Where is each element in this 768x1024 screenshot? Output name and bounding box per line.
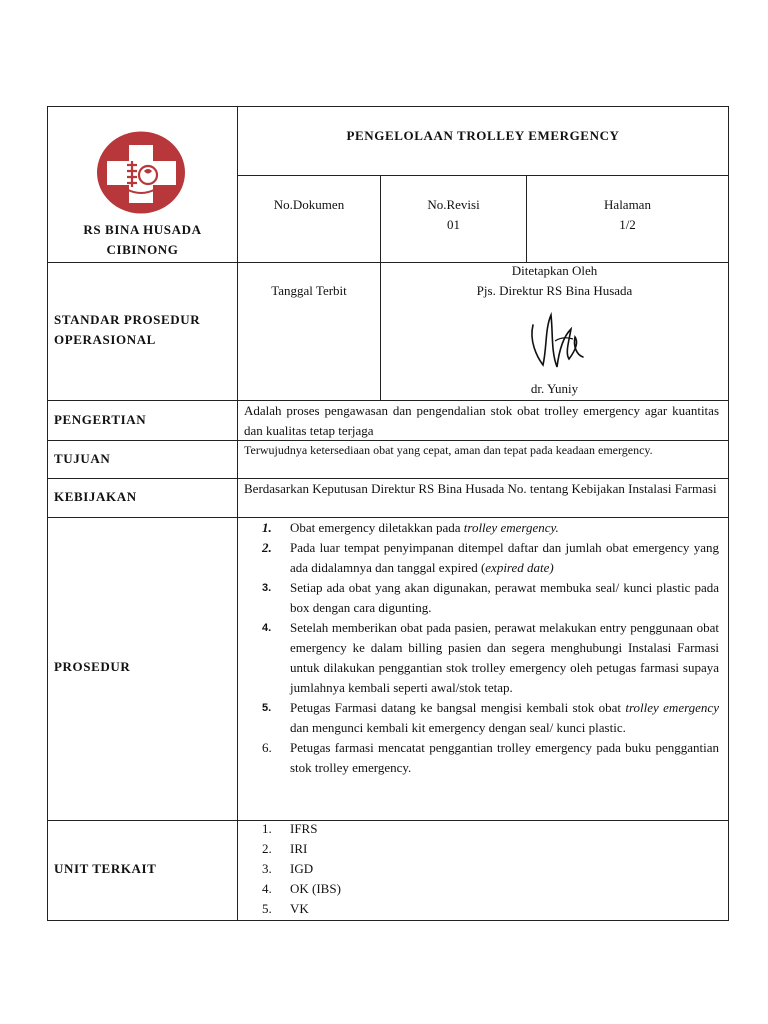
step-number: 2. bbox=[262, 540, 272, 555]
signatory-name: dr. Yuniy bbox=[530, 381, 579, 396]
step-number: 3. bbox=[262, 582, 272, 594]
kebijakan-text: Berdasarkan Keputusan Direktur RS Bina Husada No. tentang Kebijakan Instalasi Farmasi bbox=[244, 481, 717, 496]
page-value: 1/2 bbox=[619, 217, 636, 232]
step-text-italic: trolley emergency. bbox=[463, 520, 559, 535]
tujuan-text: Terwujudnya ketersediaan obat yang cepat, aman dan tepat pada keadaan emergency. bbox=[244, 443, 653, 457]
hospital-cross-logo-icon bbox=[96, 131, 186, 214]
prosedur-steps bbox=[240, 518, 719, 778]
unit-terkait-list bbox=[240, 819, 719, 919]
prosedur-step bbox=[240, 618, 719, 698]
pengertian-label: PENGERTIAN bbox=[54, 412, 147, 427]
approver-title: Pjs. Direktur RS Bina Husada bbox=[476, 283, 633, 298]
prosedur-step bbox=[240, 538, 719, 578]
pengertian-text: Adalah proses pengawasan dan pengendalian stok obat trolley emergency agar kuantitas dan kualitas tetap terjaga bbox=[244, 403, 719, 438]
unit-terkait-label: UNIT TERKAIT bbox=[54, 861, 157, 876]
title-row-divider bbox=[237, 175, 729, 176]
sop-label-line2: OPERASIONAL bbox=[54, 332, 156, 347]
prosedur-step bbox=[240, 698, 719, 738]
step-text: Petugas farmasi mencatat penggantian trolley emergency pada buku penggantian stok trolley emergency. bbox=[290, 740, 719, 775]
step-text-tail: dan mengunci kembali kit emergency dengan seal/ kunci plastic. bbox=[290, 720, 626, 735]
handwritten-signature-icon bbox=[525, 307, 585, 373]
prosedur-step bbox=[240, 578, 719, 618]
kebijakan-label: KEBIJAKAN bbox=[54, 489, 137, 504]
hospital-name-line1: RS BINA HUSADA bbox=[83, 222, 202, 237]
step-text: Pada luar tempat penyimpanan ditempel daftar dan jumlah obat emergency yang ada didalamnya dan tanggal expired ( bbox=[290, 540, 719, 575]
step-number: 1. bbox=[262, 520, 272, 535]
hospital-name bbox=[48, 220, 237, 260]
unit-item bbox=[240, 819, 719, 839]
unit-name: OK (IBS) bbox=[290, 881, 341, 896]
sop-label-line1: STANDAR PROSEDUR bbox=[54, 312, 201, 327]
hospital-name-line2: CIBINONG bbox=[106, 242, 179, 257]
step-number: 5. bbox=[262, 702, 272, 714]
table-border-right bbox=[728, 106, 729, 921]
prosedur-step bbox=[240, 518, 719, 538]
unit-number: 5. bbox=[262, 901, 272, 916]
unit-item bbox=[240, 879, 719, 899]
step-text-italic: expired date) bbox=[485, 560, 554, 575]
unit-item bbox=[240, 839, 719, 859]
step-number: 4. bbox=[262, 622, 272, 634]
prosedur-step bbox=[240, 738, 719, 778]
unit-number: 2. bbox=[262, 841, 272, 856]
revision-value: 01 bbox=[447, 217, 460, 232]
step-text: Setiap ada obat yang akan digunakan, perawat membuka seal/ kunci plastic pada box dengan cara digunting. bbox=[290, 580, 719, 615]
step-number: 6. bbox=[262, 740, 272, 755]
unit-number: 1. bbox=[262, 821, 272, 836]
doc-number-label: No.Dokumen bbox=[273, 197, 345, 212]
table-border-top bbox=[47, 106, 729, 107]
unit-number: 4. bbox=[262, 881, 272, 896]
tujuan-label: TUJUAN bbox=[54, 451, 111, 466]
revision-label: No.Revisi bbox=[427, 197, 480, 212]
step-text: Obat emergency diletakkan pada bbox=[290, 520, 464, 535]
page-block bbox=[527, 195, 728, 235]
page-label: Halaman bbox=[604, 197, 651, 212]
step-text-italic: trolley emergency bbox=[625, 700, 719, 715]
sop-label bbox=[54, 310, 234, 350]
table-border-bottom bbox=[47, 920, 729, 921]
prosedur-label: PROSEDUR bbox=[54, 659, 131, 674]
issue-date-label: Tanggal Terbit bbox=[271, 283, 347, 298]
unit-name: IFRS bbox=[290, 821, 318, 836]
step-text: Setelah memberikan obat pada pasien, perawat melakukan entry penggunaan obat emergency ke dalam billing pasien dan segera menghubungi Instalasi Farmasi untuk dilakukan penggantian stok trolley emergency oleh petugas farmasi supaya jumlahnya kembali seperti awal/stok tetap. bbox=[290, 620, 719, 695]
unit-name: VK bbox=[290, 901, 309, 916]
approved-by-label: Ditetapkan Oleh bbox=[511, 263, 598, 278]
unit-name: IGD bbox=[290, 861, 314, 876]
unit-item bbox=[240, 899, 719, 919]
unit-name: IRI bbox=[290, 841, 308, 856]
table-column-divider bbox=[237, 106, 238, 921]
unit-item bbox=[240, 859, 719, 879]
document-title: PENGELOLAAN TROLLEY EMERGENCY bbox=[346, 128, 620, 143]
unit-number: 3. bbox=[262, 861, 272, 876]
approval-block bbox=[381, 261, 728, 301]
revision-block bbox=[381, 195, 526, 235]
step-text: Petugas Farmasi datang ke bangsal mengisi kembali stok obat bbox=[290, 700, 626, 715]
